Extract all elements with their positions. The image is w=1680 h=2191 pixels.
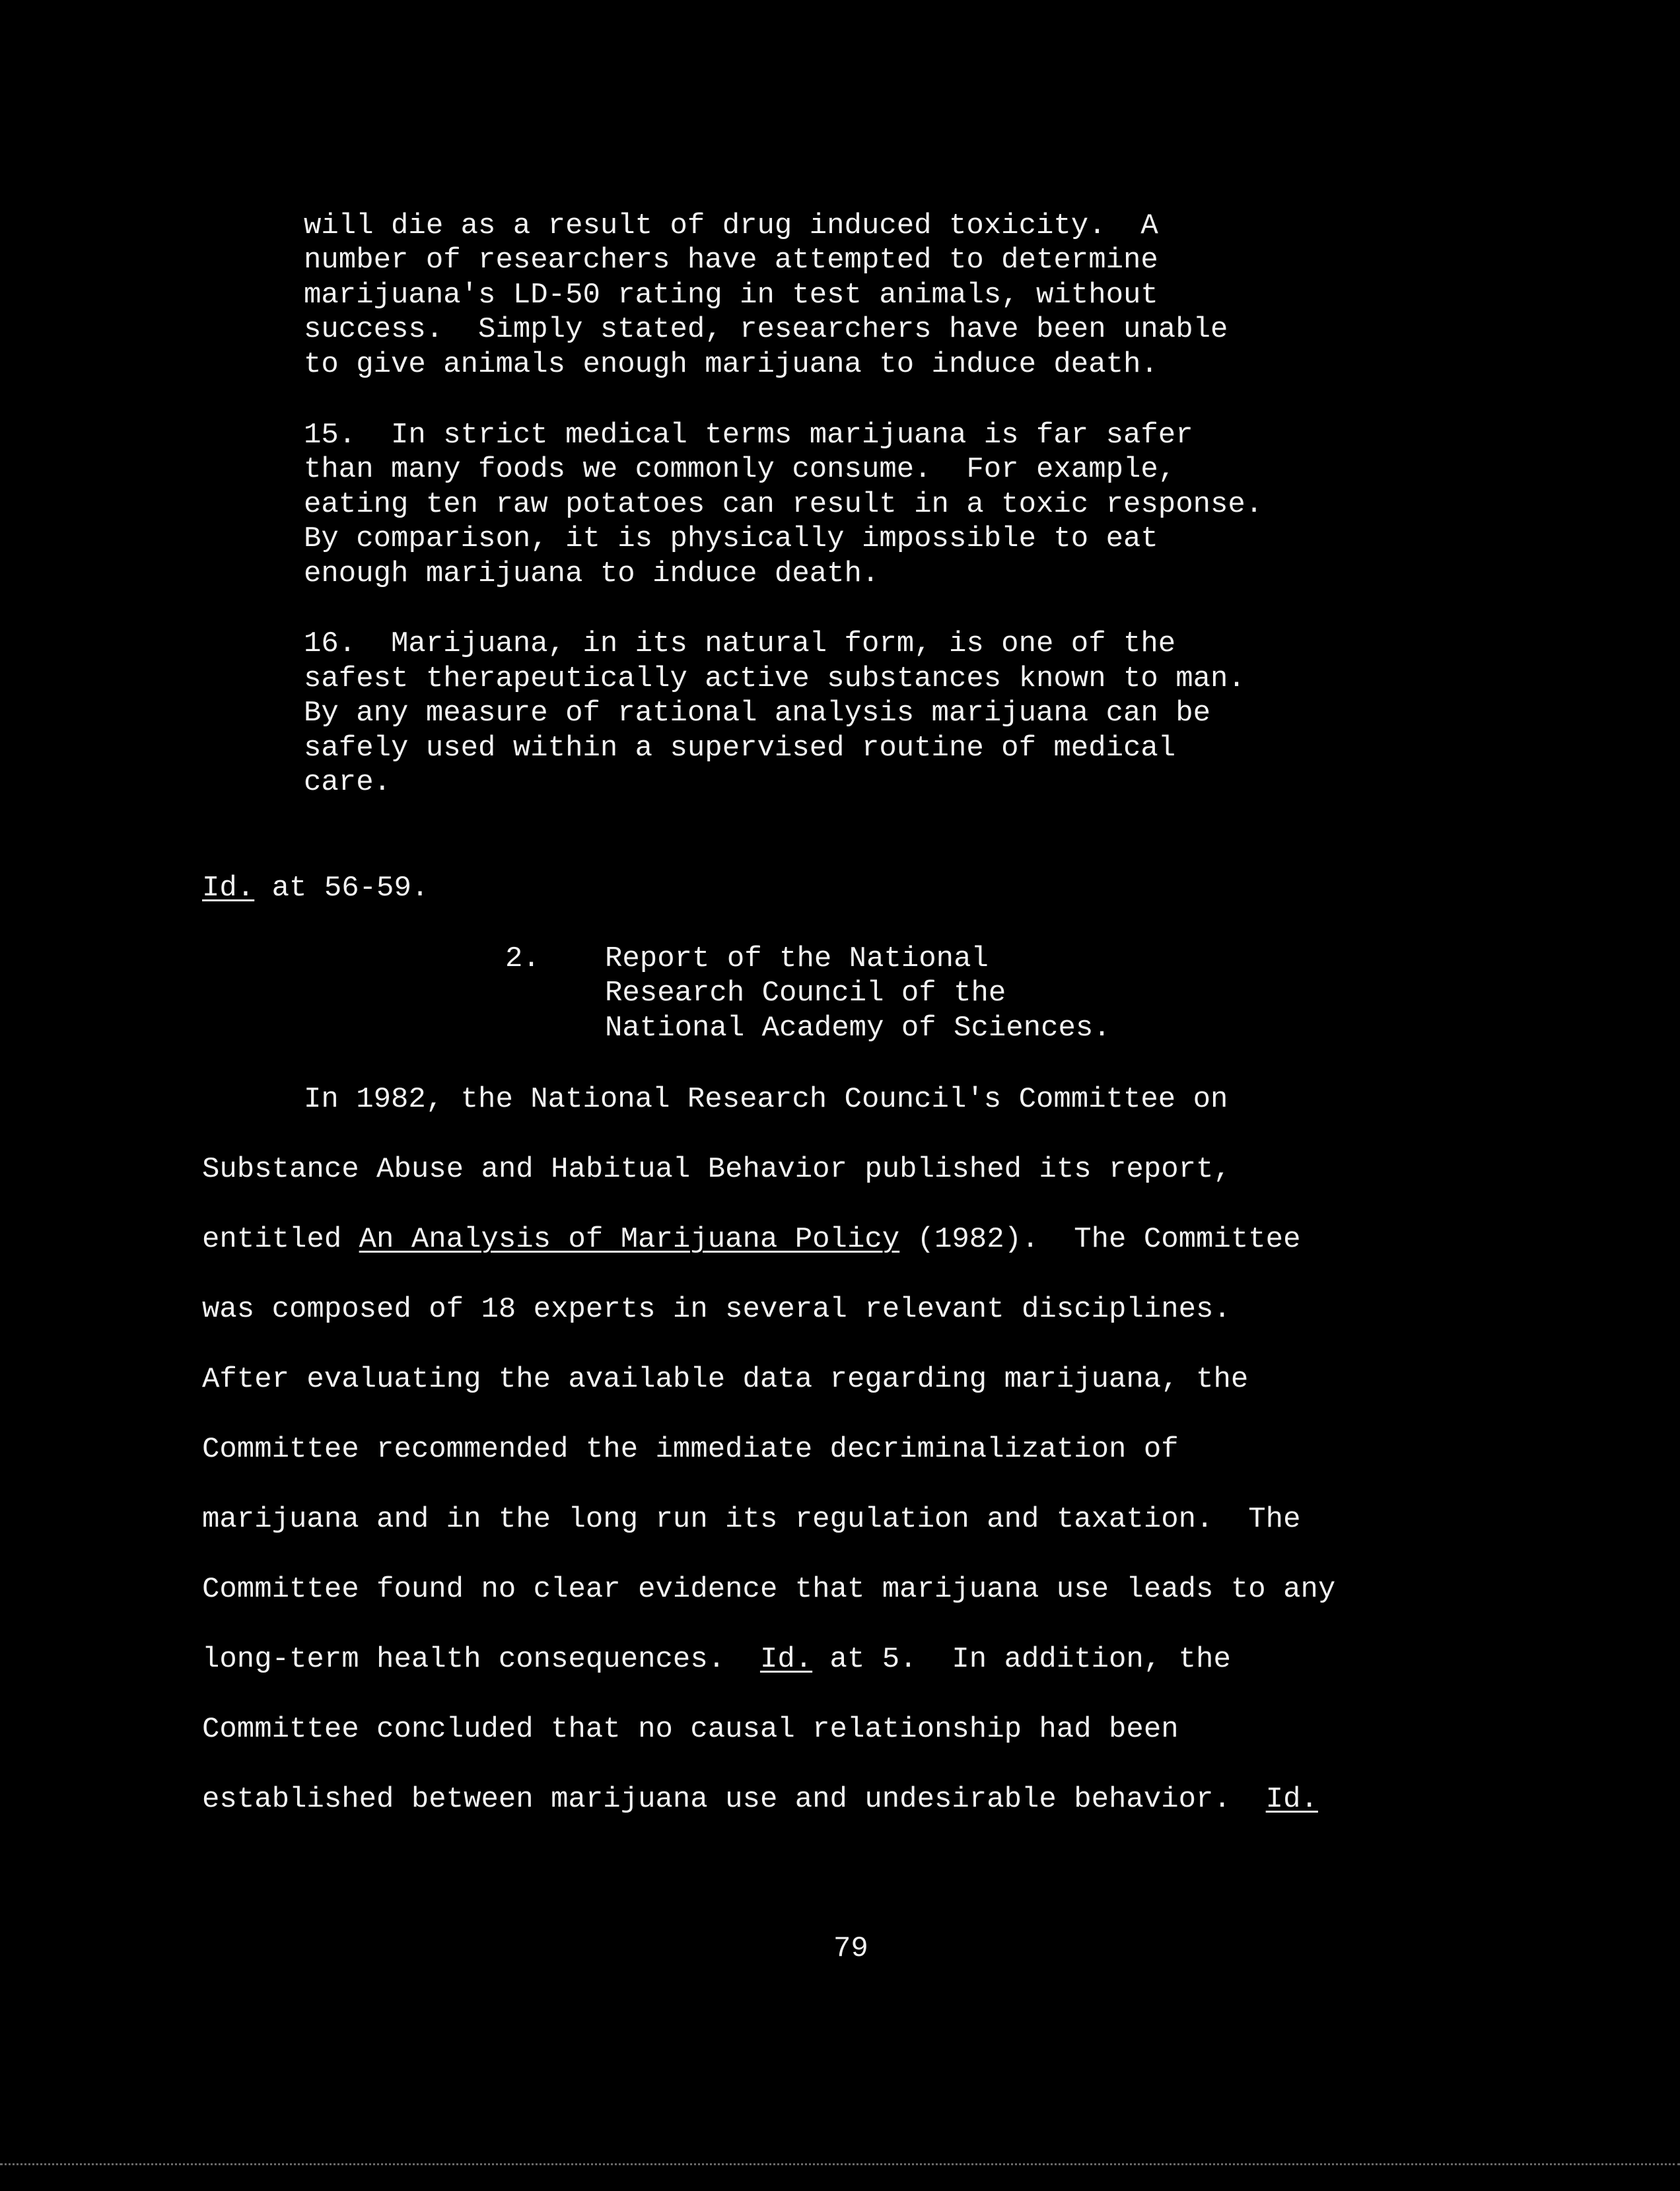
quote-line: 16. Marijuana, in its natural form, is one of the [304, 627, 1176, 660]
body-line: was composed of 18 experts in several relevant disciplines. [202, 1293, 1231, 1326]
quote-line: By comparison, it is physically impossible to eat [304, 522, 1158, 555]
body-line: Committee found no clear evidence that marijuana use leads to any [202, 1573, 1336, 1606]
citation-id: Id. [759, 1643, 813, 1676]
page-number: 79 [833, 1932, 868, 1965]
citation-id: Id. [1265, 1783, 1318, 1816]
citation-id: Id. [202, 872, 255, 905]
scan-edge-rule [0, 2163, 1680, 2165]
body-text: established between marijuana use and undesirable behavior. [202, 1783, 1266, 1816]
section-heading-line: National Academy of Sciences. [605, 1012, 1111, 1045]
body-text: (1982). The Committee [899, 1223, 1301, 1256]
body-text: at 5. In addition, the [812, 1643, 1231, 1676]
quote-line: 15. In strict medical terms marijuana is far safer [304, 419, 1193, 452]
section-number: 2. [505, 942, 540, 975]
body-line [202, 1785, 1318, 1814]
quote-line: safely used within a supervised routine of medical [304, 732, 1176, 765]
quote-line: eating ten raw potatoes can result in a toxic response. [304, 488, 1263, 521]
body-text: long-term health consequences. [202, 1643, 760, 1676]
quote-line: enough marijuana to induce death. [304, 557, 880, 590]
body-text: entitled [202, 1223, 359, 1256]
body-line [202, 1645, 1231, 1674]
quote-line: success. Simply stated, researchers have been unable [304, 313, 1228, 346]
body-line: Committee concluded that no causal relationship had been [202, 1713, 1179, 1746]
body-line: Substance Abuse and Habitual Behavior published its report, [202, 1153, 1231, 1186]
quote-line: to give animals enough marijuana to induce death. [304, 348, 1158, 381]
body-line: After evaluating the available data regarding marijuana, the [202, 1363, 1249, 1396]
quote-line: safest therapeutically active substances known to man. [304, 662, 1245, 695]
quote-line: number of researchers have attempted to determine [304, 244, 1158, 277]
section-heading-line: Research Council of the [605, 977, 1006, 1010]
quote-line: care. [304, 766, 392, 799]
citation-pages: at 56-59. [254, 872, 429, 905]
body-line: In 1982, the National Research Council's Committee on [304, 1083, 1228, 1116]
citation-line [202, 874, 429, 903]
section-heading-line: Report of the National [605, 942, 989, 975]
body-line: Committee recommended the immediate decriminalization of [202, 1433, 1179, 1466]
quote-line: than many foods we commonly consume. For example, [304, 453, 1176, 486]
quote-line: By any measure of rational analysis marijuana can be [304, 697, 1211, 730]
quote-line: will die as a result of drug induced toxicity. A [304, 209, 1158, 242]
body-line: marijuana and in the long run its regulation and taxation. The [202, 1503, 1301, 1536]
quote-line: marijuana's LD-50 rating in test animals, without [304, 279, 1158, 312]
body-line [202, 1225, 1301, 1254]
report-title: An Analysis of Marijuana Policy [359, 1223, 900, 1256]
